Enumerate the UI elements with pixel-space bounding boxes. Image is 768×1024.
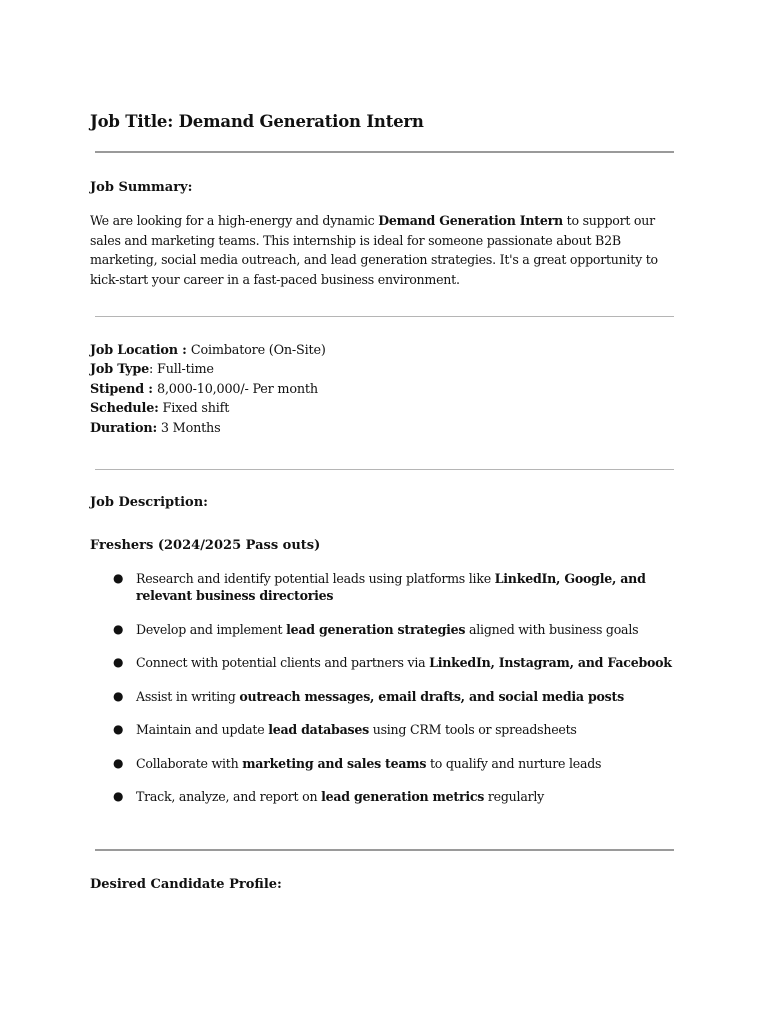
- job-document: [90, 108, 680, 894]
- bullet-icon: ●: [113, 655, 124, 670]
- job-summary-text: We are looking for a high-energy and dynamic Demand Generation Intern to support our sales and marketing teams. This internship is ideal for someone passionate about B2B marketing, social media outreach, and lead generation strategies. It's a great opportunity to kick-start your career in a fast-paced business environment.: [90, 213, 658, 287]
- section-divider: [95, 316, 674, 317]
- list-item: ● Collaborate with marketing and sales teams to qualify and nurture leads: [113, 755, 602, 771]
- list-item: ● Connect with potential clients and partners via LinkedIn, Instagram, and Facebook: [113, 655, 672, 671]
- job-type: Job Type: Full-time: [90, 362, 214, 378]
- bullet-icon: ●: [113, 688, 124, 703]
- list-item: ● Track, analyze, and report on lead generation metrics regularly: [113, 789, 544, 805]
- duration: Duration: 3 Months: [90, 420, 221, 436]
- summary-emphasis: Demand Generation Intern: [378, 213, 563, 228]
- list-item: ● Develop and implement lead generation strategies aligned with business goals: [113, 621, 639, 637]
- bullet-icon: ●: [113, 722, 124, 737]
- list-item: ● Maintain and update lead databases using CRM tools or spreadsheets: [113, 722, 577, 738]
- schedule: Schedule: Fixed shift: [90, 401, 230, 417]
- job-description-heading: Job Description:: [90, 495, 208, 511]
- freshers-subheading: Freshers (2024/2025 Pass outs): [90, 538, 321, 554]
- section-divider: [95, 469, 674, 470]
- section-divider: [95, 151, 674, 153]
- section-divider: [95, 849, 674, 851]
- list-item: ● Research and identify potential leads using platforms like LinkedIn, Google, and relevant business directories: [113, 571, 646, 604]
- stipend: Stipend : 8,000-10,000/- Per month: [90, 381, 318, 397]
- candidate-profile-heading: Desired Candidate Profile:: [90, 876, 282, 892]
- job-location: Job Location : Coimbatore (On-Site): [90, 343, 326, 358]
- page-title: Job Title: Demand Generation Intern: [90, 112, 424, 131]
- bullet-icon: ●: [113, 789, 124, 804]
- duties-list: [90, 570, 680, 805]
- bullet-icon: ●: [113, 755, 124, 770]
- bullet-icon: ●: [113, 571, 124, 586]
- bullet-icon: ●: [113, 621, 124, 636]
- job-summary-heading: Job Summary:: [90, 180, 193, 195]
- job-details: [90, 341, 680, 438]
- list-item: ● Assist in writing outreach messages, email drafts, and social media posts: [113, 688, 624, 704]
